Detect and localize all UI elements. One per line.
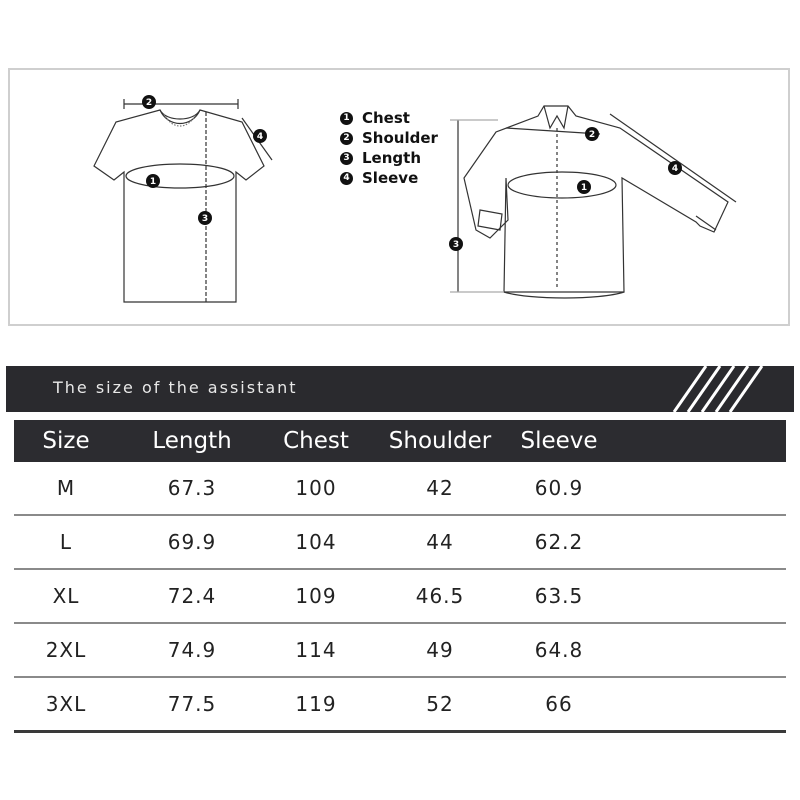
legend-number-badge: 4 — [340, 172, 353, 185]
cell-length: 67.3 — [167, 476, 217, 500]
table-row — [14, 677, 786, 732]
cell-chest: 109 — [295, 584, 337, 608]
measurement-legend — [340, 108, 480, 188]
chest-measure-ellipse — [126, 164, 234, 188]
shirt-chest-ellipse — [508, 172, 616, 198]
svg-text:4: 4 — [256, 132, 264, 142]
cell-shoulder: 46.5 — [415, 584, 465, 608]
size-chart-banner — [6, 366, 794, 412]
table-row — [14, 515, 786, 569]
svg-text:2: 2 — [588, 130, 596, 140]
cell-size: XL — [52, 584, 80, 608]
cell-shoulder: 44 — [426, 530, 454, 554]
cell-shoulder: 52 — [426, 692, 454, 716]
tshirt-outline — [94, 110, 264, 302]
table-row — [14, 569, 786, 623]
tshirt-length-marker — [198, 211, 212, 225]
shirt-sleeve-marker — [668, 161, 682, 175]
svg-text:3: 3 — [452, 240, 460, 250]
header-chest: Chest — [283, 428, 349, 454]
banner-stripes-decoration — [6, 366, 794, 412]
legend-label: Shoulder — [362, 129, 438, 147]
svg-text:2: 2 — [145, 98, 153, 108]
header-empty — [604, 420, 786, 462]
cell-size: 3XL — [45, 692, 87, 716]
table-row — [14, 623, 786, 677]
header-size: Size — [42, 428, 90, 454]
cell-size: L — [59, 530, 73, 554]
cell-length: 77.5 — [167, 692, 217, 716]
header-sleeve: Sleeve — [520, 428, 598, 454]
cell-length: 69.9 — [167, 530, 217, 554]
cell-shoulder: 42 — [426, 476, 454, 500]
cell-empty — [604, 623, 786, 677]
legend-number-badge: 3 — [340, 152, 353, 165]
cell-empty — [604, 569, 786, 623]
svg-text:3: 3 — [201, 214, 209, 224]
cell-length: 74.9 — [167, 638, 217, 662]
legend-item-sleeve — [340, 168, 480, 188]
cell-shoulder: 49 — [426, 638, 454, 662]
tshirt-chest-marker — [146, 174, 160, 188]
cell-empty — [604, 677, 786, 732]
cell-empty — [604, 515, 786, 569]
legend-item-length — [340, 148, 480, 168]
legend-number-badge: 2 — [340, 132, 353, 145]
cell-sleeve: 62.2 — [534, 530, 584, 554]
cell-chest: 114 — [295, 638, 337, 662]
size-table — [14, 420, 786, 733]
table-header-row — [14, 420, 786, 462]
shirt-shoulder-marker — [585, 127, 599, 141]
cell-size: 2XL — [45, 638, 87, 662]
shirt-chest-marker — [577, 180, 591, 194]
table-row — [14, 462, 786, 515]
cell-sleeve: 66 — [545, 692, 573, 716]
tshirt-sleeve-marker — [253, 129, 267, 143]
banner-title: The size of the assistant — [53, 378, 298, 397]
svg-text:4: 4 — [671, 164, 679, 174]
legend-item-chest — [340, 108, 480, 128]
cell-length: 72.4 — [167, 584, 217, 608]
legend-label: Sleeve — [362, 169, 419, 187]
cell-sleeve: 64.8 — [534, 638, 584, 662]
cell-chest: 119 — [295, 692, 337, 716]
shirt-sleeve-line — [610, 114, 736, 202]
legend-item-shoulder — [340, 128, 480, 148]
cell-empty — [604, 462, 786, 515]
tshirt-shoulder-marker — [142, 95, 156, 109]
legend-label: Length — [362, 149, 421, 167]
cell-chest: 100 — [295, 476, 337, 500]
legend-label: Chest — [362, 109, 410, 127]
header-shoulder: Shoulder — [388, 428, 492, 454]
cell-sleeve: 63.5 — [534, 584, 584, 608]
legend-number-badge: 1 — [340, 112, 353, 125]
shirt-length-marker — [449, 237, 463, 251]
svg-text:1: 1 — [149, 177, 157, 187]
svg-text:1: 1 — [580, 183, 588, 193]
cell-chest: 104 — [295, 530, 337, 554]
cell-size: M — [56, 476, 76, 500]
cell-sleeve: 60.9 — [534, 476, 584, 500]
measurement-diagram — [8, 68, 790, 326]
header-length: Length — [152, 428, 232, 454]
